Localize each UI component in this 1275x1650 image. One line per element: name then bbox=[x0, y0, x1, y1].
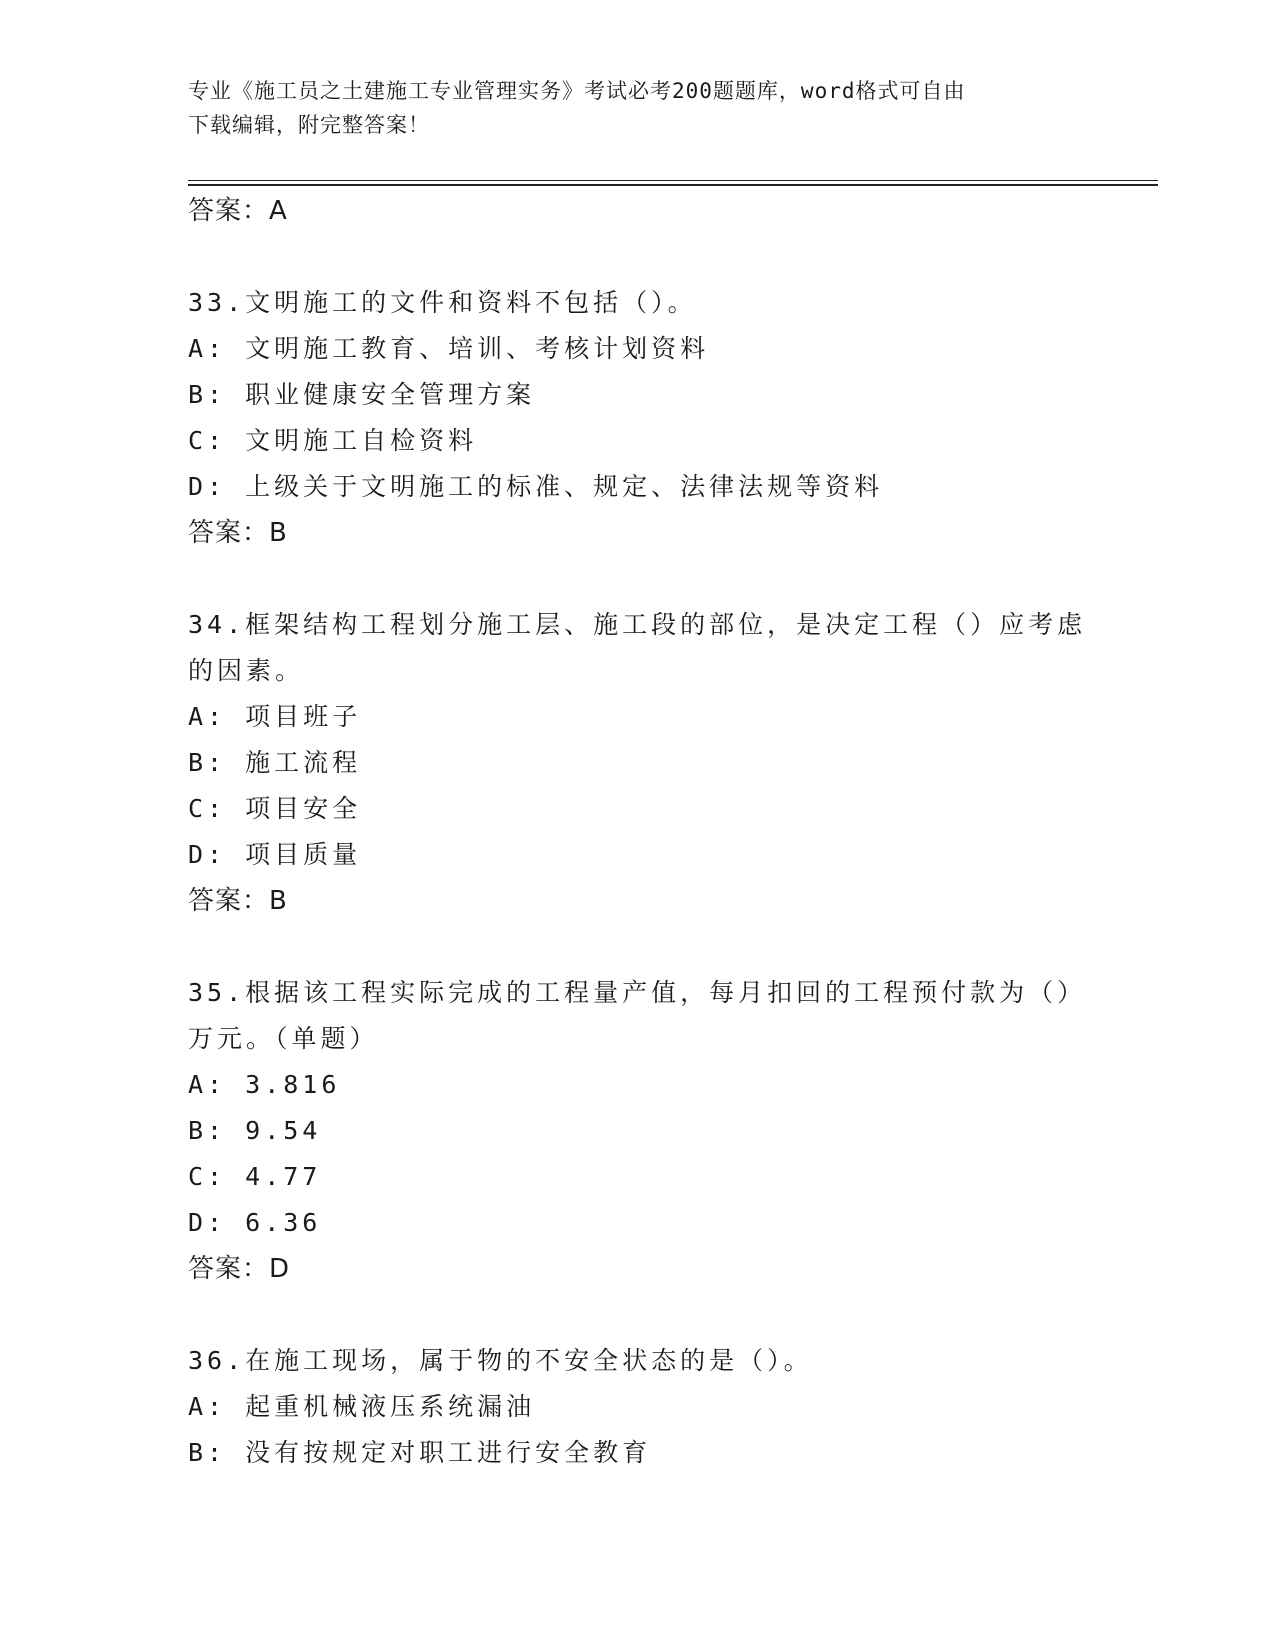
option-b: B: 职业健康安全管理方案 bbox=[188, 380, 536, 409]
question-33 bbox=[188, 280, 1088, 556]
option-b: B: 施工流程 bbox=[188, 748, 362, 777]
question-text-continued: 万元。（单题） bbox=[188, 1024, 379, 1053]
option-a: A: 起重机械液压系统漏油 bbox=[188, 1392, 536, 1421]
option-a: A: 文明施工教育、培训、考核计划资料 bbox=[188, 334, 710, 363]
header-line-1: 专业《施工员之土建施工专业管理实务》考试必考200题题库，word格式可自由 bbox=[188, 79, 966, 103]
question-text: 35.根据该工程实际完成的工程量产值，每月扣回的工程预付款为（） bbox=[188, 978, 1087, 1007]
answer-line: 答案：A bbox=[188, 196, 288, 226]
question-text: 33.文明施工的文件和资料不包括（）。 bbox=[188, 288, 697, 317]
option-c: C: 项目安全 bbox=[188, 794, 362, 823]
question-text: 36.在施工现场，属于物的不安全状态的是（）。 bbox=[188, 1346, 813, 1375]
answer-line: 答案：D bbox=[188, 1254, 291, 1284]
option-b: B: 9.54 bbox=[188, 1116, 322, 1145]
header-divider-thin bbox=[188, 180, 1158, 181]
option-d: D: 上级关于文明施工的标准、规定、法律法规等资料 bbox=[188, 472, 884, 501]
option-a: A: 项目班子 bbox=[188, 702, 362, 731]
document-body bbox=[188, 188, 1088, 1476]
option-d: D: 6.36 bbox=[188, 1208, 322, 1237]
option-b: B: 没有按规定对职工进行安全教育 bbox=[188, 1438, 652, 1467]
question-text-continued: 的因素。 bbox=[188, 656, 305, 685]
answer-line: 答案：B bbox=[188, 518, 288, 548]
option-c: C: 文明施工自检资料 bbox=[188, 426, 478, 455]
header-line-2: 下载编辑，附完整答案！ bbox=[188, 113, 430, 137]
question-text: 34.框架结构工程划分施工层、施工段的部位，是决定工程（）应考虑 bbox=[188, 610, 1087, 639]
header-divider-thick bbox=[188, 184, 1158, 186]
document-header bbox=[188, 74, 1068, 142]
option-c: C: 4.77 bbox=[188, 1162, 322, 1191]
answer-line: 答案：B bbox=[188, 886, 288, 916]
question-36 bbox=[188, 1338, 1088, 1476]
question-34 bbox=[188, 602, 1088, 924]
question-35 bbox=[188, 970, 1088, 1292]
option-a: A: 3.816 bbox=[188, 1070, 341, 1099]
option-d: D: 项目质量 bbox=[188, 840, 362, 869]
